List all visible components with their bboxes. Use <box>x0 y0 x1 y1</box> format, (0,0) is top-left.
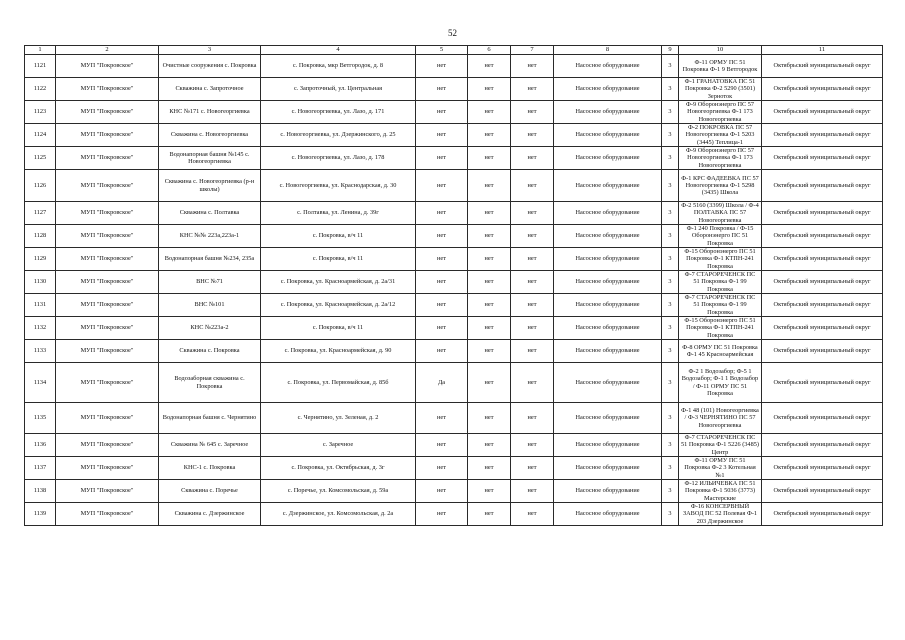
row-number: 1129 <box>25 248 56 271</box>
table-row <box>25 101 883 124</box>
column-5-cell: нет <box>416 340 468 363</box>
column-6-cell: нет <box>468 403 511 434</box>
organization-cell: МУП "Покровское" <box>56 457 159 480</box>
category-cell: 3 <box>662 271 679 294</box>
district-cell: Октябрьский муниципальный округ <box>762 480 883 503</box>
column-header: 1 <box>25 46 56 55</box>
power-feeder-cell: Ф-9 Оборонэнерго ПС 57 Новогеоргиевка Ф-1 173 Новогеоргиевка <box>679 101 762 124</box>
equipment-cell: Насосное оборудование <box>554 503 662 526</box>
table-row <box>25 363 883 403</box>
organization-cell: МУП "Покровское" <box>56 124 159 147</box>
table-row <box>25 147 883 170</box>
organization-cell: МУП "Покровское" <box>56 434 159 457</box>
address-cell: с. Новогеоргиевка, ул. Краснодарская, д. 30 <box>261 170 416 202</box>
category-cell: 3 <box>662 457 679 480</box>
column-6-cell: нет <box>468 294 511 317</box>
object-name-cell: Скважина с. Новогеоргиевка <box>159 124 261 147</box>
equipment-cell: Насосное оборудование <box>554 78 662 101</box>
object-name-cell: Скважина № 645 с. Заречное <box>159 434 261 457</box>
column-header: 7 <box>511 46 554 55</box>
table-row <box>25 503 883 526</box>
row-number: 1137 <box>25 457 56 480</box>
category-cell: 3 <box>662 503 679 526</box>
row-number: 1121 <box>25 55 56 78</box>
organization-cell: МУП "Покровское" <box>56 480 159 503</box>
column-5-cell: нет <box>416 225 468 248</box>
column-header: 8 <box>554 46 662 55</box>
object-name-cell: Водонапорная башня №234, 235а <box>159 248 261 271</box>
table-row <box>25 248 883 271</box>
column-5-cell: нет <box>416 480 468 503</box>
district-cell: Октябрьский муниципальный округ <box>762 403 883 434</box>
organization-cell: МУП "Покровское" <box>56 403 159 434</box>
power-feeder-cell: Ф-12 ИЛЬИЧЕВКА ПС 51 Покровка Ф-1 5036 (3773) Мастерские <box>679 480 762 503</box>
address-cell: с. Покровка, в/ч 11 <box>261 225 416 248</box>
column-7-cell: нет <box>511 271 554 294</box>
object-name-cell: КНС №223а-2 <box>159 317 261 340</box>
object-name-cell: Водозаборная скважина с. Покровка <box>159 363 261 403</box>
power-feeder-cell: Ф-2 5160 (3399) Школа / Ф-4 ПОЛТАВКА ПС 57 Новогеоргиевка <box>679 202 762 225</box>
table-row <box>25 124 883 147</box>
address-cell: с. Новогеоргиевка, ул. Лазо, д. 171 <box>261 101 416 124</box>
equipment-cell: Насосное оборудование <box>554 248 662 271</box>
column-6-cell: нет <box>468 147 511 170</box>
table-row <box>25 225 883 248</box>
object-name-cell: Очистные сооружения с. Покровка <box>159 55 261 78</box>
category-cell: 3 <box>662 170 679 202</box>
column-5-cell: нет <box>416 170 468 202</box>
row-number: 1136 <box>25 434 56 457</box>
row-number: 1126 <box>25 170 56 202</box>
row-number: 1123 <box>25 101 56 124</box>
district-cell: Октябрьский муниципальный округ <box>762 147 883 170</box>
organization-cell: МУП "Покровское" <box>56 248 159 271</box>
district-cell: Октябрьский муниципальный округ <box>762 202 883 225</box>
address-cell: с. Покровка, ул. Первомайская, д. 85б <box>261 363 416 403</box>
object-name-cell: КНС №№ 223а,223а-1 <box>159 225 261 248</box>
address-cell: с. Покровка, мкр Ветгородок, д. 8 <box>261 55 416 78</box>
organization-cell: МУП "Покровское" <box>56 294 159 317</box>
district-cell: Октябрьский муниципальный округ <box>762 78 883 101</box>
address-cell: с. Полтавка, ул. Ленина, д. 39г <box>261 202 416 225</box>
column-6-cell: нет <box>468 434 511 457</box>
column-7-cell: нет <box>511 55 554 78</box>
object-name-cell: КНС-1 с. Покровка <box>159 457 261 480</box>
row-number: 1122 <box>25 78 56 101</box>
column-5-cell: нет <box>416 55 468 78</box>
address-cell: с. Покровка, ул. Красноармейская, д. 2а/12 <box>261 294 416 317</box>
district-cell: Октябрьский муниципальный округ <box>762 55 883 78</box>
address-cell: с. Покровка, в/ч 11 <box>261 248 416 271</box>
column-header: 11 <box>762 46 883 55</box>
equipment-cell: Насосное оборудование <box>554 55 662 78</box>
equipment-cell: Насосное оборудование <box>554 225 662 248</box>
organization-cell: МУП "Покровское" <box>56 317 159 340</box>
column-7-cell: нет <box>511 202 554 225</box>
column-7-cell: нет <box>511 457 554 480</box>
equipment-cell: Насосное оборудование <box>554 434 662 457</box>
column-header: 5 <box>416 46 468 55</box>
table-row <box>25 457 883 480</box>
object-name-cell: Скважина с. Полтавка <box>159 202 261 225</box>
power-feeder-cell: Ф-8 ОРМУ ПС 51 Покровка Ф-1 45 Красноармейская <box>679 340 762 363</box>
table-row <box>25 317 883 340</box>
address-cell: с. Покровка, ул. Красноармейская, д. 2а/31 <box>261 271 416 294</box>
equipment-cell: Насосное оборудование <box>554 403 662 434</box>
column-5-cell: нет <box>416 202 468 225</box>
column-5-cell: нет <box>416 294 468 317</box>
equipment-cell: Насосное оборудование <box>554 294 662 317</box>
district-cell: Октябрьский муниципальный округ <box>762 101 883 124</box>
organization-cell: МУП "Покровское" <box>56 363 159 403</box>
column-7-cell: нет <box>511 503 554 526</box>
category-cell: 3 <box>662 340 679 363</box>
column-7-cell: нет <box>511 480 554 503</box>
column-7-cell: нет <box>511 363 554 403</box>
column-6-cell: нет <box>468 317 511 340</box>
district-cell: Октябрьский муниципальный округ <box>762 363 883 403</box>
address-cell: с. Покровка, ул. Октябрьская, д. 3г <box>261 457 416 480</box>
column-6-cell: нет <box>468 363 511 403</box>
table-row <box>25 271 883 294</box>
equipment-cell: Насосное оборудование <box>554 363 662 403</box>
power-feeder-cell: Ф-1 240 Покровка / Ф-15 Оборонэнерго ПС 51 Покровка <box>679 225 762 248</box>
object-name-cell: Водонапорная башня №145 с. Новогеоргиевка <box>159 147 261 170</box>
category-cell: 3 <box>662 434 679 457</box>
district-cell: Октябрьский муниципальный округ <box>762 248 883 271</box>
column-5-cell: нет <box>416 248 468 271</box>
category-cell: 3 <box>662 101 679 124</box>
column-6-cell: нет <box>468 170 511 202</box>
district-cell: Октябрьский муниципальный округ <box>762 434 883 457</box>
object-name-cell: ВНС №71 <box>159 271 261 294</box>
category-cell: 3 <box>662 317 679 340</box>
column-header: 2 <box>56 46 159 55</box>
equipment-cell: Насосное оборудование <box>554 457 662 480</box>
table-row <box>25 78 883 101</box>
district-cell: Октябрьский муниципальный округ <box>762 317 883 340</box>
category-cell: 3 <box>662 403 679 434</box>
column-header: 6 <box>468 46 511 55</box>
column-5-cell: нет <box>416 101 468 124</box>
category-cell: 3 <box>662 124 679 147</box>
column-6-cell: нет <box>468 503 511 526</box>
row-number: 1128 <box>25 225 56 248</box>
power-feeder-cell: Ф-9 Оборонэнерго ПС 57 Новогеоргиевка Ф-1 173 Новогеоргиевка <box>679 147 762 170</box>
row-number: 1134 <box>25 363 56 403</box>
column-5-cell: нет <box>416 457 468 480</box>
equipment-cell: Насосное оборудование <box>554 101 662 124</box>
power-feeder-cell: Ф-11 ОРМУ ПС 51 Покровка Ф-2 3 Котельная №1 <box>679 457 762 480</box>
row-number: 1133 <box>25 340 56 363</box>
organization-cell: МУП "Покровское" <box>56 78 159 101</box>
object-name-cell: Скважина с. Покровка <box>159 340 261 363</box>
address-cell: с. Новогеоргиевка, ул. Лазо, д. 178 <box>261 147 416 170</box>
organization-cell: МУП "Покровское" <box>56 340 159 363</box>
column-6-cell: нет <box>468 457 511 480</box>
column-5-cell: Да <box>416 363 468 403</box>
registry-table <box>24 45 883 526</box>
equipment-cell: Насосное оборудование <box>554 271 662 294</box>
power-feeder-cell: Ф-7 СТАРОРЕЧЕНСК ПС 51 Покровка Ф-1 5226 (3485) Центр <box>679 434 762 457</box>
organization-cell: МУП "Покровское" <box>56 170 159 202</box>
row-number: 1125 <box>25 147 56 170</box>
row-number: 1127 <box>25 202 56 225</box>
row-number: 1132 <box>25 317 56 340</box>
power-feeder-cell: Ф-7 СТАРОРЕЧЕНСК ПС 51 Покровка Ф-1 99 Покровка <box>679 271 762 294</box>
table-row <box>25 480 883 503</box>
equipment-cell: Насосное оборудование <box>554 147 662 170</box>
object-name-cell: Скважина с. Поречье <box>159 480 261 503</box>
column-5-cell: нет <box>416 78 468 101</box>
district-cell: Октябрьский муниципальный округ <box>762 340 883 363</box>
row-number: 1131 <box>25 294 56 317</box>
column-7-cell: нет <box>511 248 554 271</box>
organization-cell: МУП "Покровское" <box>56 271 159 294</box>
power-feeder-cell: Ф-11 ОРМУ ПС 51 Покровка Ф-1 9 Ветгородок <box>679 55 762 78</box>
address-cell: с. Заречное <box>261 434 416 457</box>
column-7-cell: нет <box>511 124 554 147</box>
row-number: 1124 <box>25 124 56 147</box>
column-header: 10 <box>679 46 762 55</box>
column-header: 9 <box>662 46 679 55</box>
column-5-cell: нет <box>416 434 468 457</box>
table-header-row <box>25 46 883 55</box>
table-row <box>25 170 883 202</box>
address-cell: с. Новогеоргиевка, ул. Дзержинского, д. 25 <box>261 124 416 147</box>
column-6-cell: нет <box>468 202 511 225</box>
power-feeder-cell: Ф-16 КОНСЕРВНЫЙ ЗАВОД ПС 52 Полевая Ф-1 203 Дзержинское <box>679 503 762 526</box>
district-cell: Октябрьский муниципальный округ <box>762 271 883 294</box>
category-cell: 3 <box>662 363 679 403</box>
column-6-cell: нет <box>468 480 511 503</box>
organization-cell: МУП "Покровское" <box>56 225 159 248</box>
district-cell: Октябрьский муниципальный округ <box>762 225 883 248</box>
column-7-cell: нет <box>511 294 554 317</box>
district-cell: Октябрьский муниципальный округ <box>762 294 883 317</box>
organization-cell: МУП "Покровское" <box>56 503 159 526</box>
category-cell: 3 <box>662 225 679 248</box>
row-number: 1138 <box>25 480 56 503</box>
object-name-cell: Скважина с. Новогеоргиевка (р-н школы) <box>159 170 261 202</box>
address-cell: с. Дзержинское, ул. Комсомольская, д. 2а <box>261 503 416 526</box>
column-header: 3 <box>159 46 261 55</box>
table-row <box>25 340 883 363</box>
organization-cell: МУП "Покровское" <box>56 202 159 225</box>
district-cell: Октябрьский муниципальный округ <box>762 124 883 147</box>
object-name-cell: Скважина с. Запроточное <box>159 78 261 101</box>
category-cell: 3 <box>662 480 679 503</box>
column-6-cell: нет <box>468 271 511 294</box>
column-7-cell: нет <box>511 403 554 434</box>
object-name-cell: ВНС №101 <box>159 294 261 317</box>
address-cell: с. Чернятино, ул. Зеленая, д. 2 <box>261 403 416 434</box>
equipment-cell: Насосное оборудование <box>554 340 662 363</box>
column-5-cell: нет <box>416 403 468 434</box>
category-cell: 3 <box>662 202 679 225</box>
address-cell: с. Покровка, в/ч 11 <box>261 317 416 340</box>
row-number: 1130 <box>25 271 56 294</box>
row-number: 1135 <box>25 403 56 434</box>
column-7-cell: нет <box>511 317 554 340</box>
column-6-cell: нет <box>468 225 511 248</box>
organization-cell: МУП "Покровское" <box>56 101 159 124</box>
equipment-cell: Насосное оборудование <box>554 170 662 202</box>
district-cell: Октябрьский муниципальный округ <box>762 503 883 526</box>
power-feeder-cell: Ф-15 Оборонэнерго ПС 51 Покровка Ф-1 КТПН-241 Покровка <box>679 248 762 271</box>
equipment-cell: Насосное оборудование <box>554 202 662 225</box>
table-row <box>25 434 883 457</box>
column-6-cell: нет <box>468 340 511 363</box>
column-5-cell: нет <box>416 271 468 294</box>
power-feeder-cell: Ф-2 1 Водозабор; Ф-5 1 Водозабор; Ф-1 1 Водозабор / Ф-11 ОРМУ ПС 51 Покровка <box>679 363 762 403</box>
column-5-cell: нет <box>416 503 468 526</box>
power-feeder-cell: Ф-7 СТАРОРЕЧЕНСК ПС 51 Покровка Ф-1 99 Покровка <box>679 294 762 317</box>
column-7-cell: нет <box>511 147 554 170</box>
address-cell: с. Запроточный, ул. Центральная <box>261 78 416 101</box>
row-number: 1139 <box>25 503 56 526</box>
organization-cell: МУП "Покровское" <box>56 147 159 170</box>
object-name-cell: КНС №171 с. Новогеоргиевка <box>159 101 261 124</box>
equipment-cell: Насосное оборудование <box>554 317 662 340</box>
column-6-cell: нет <box>468 124 511 147</box>
column-5-cell: нет <box>416 147 468 170</box>
category-cell: 3 <box>662 248 679 271</box>
power-feeder-cell: Ф-1 ГРАНАТОВКА ПС 51 Покровка Ф-2 5290 (3501) Зерноток <box>679 78 762 101</box>
table-row <box>25 403 883 434</box>
table-row <box>25 202 883 225</box>
column-6-cell: нет <box>468 101 511 124</box>
object-name-cell: Водонапорная башня с. Чернятино <box>159 403 261 434</box>
category-cell: 3 <box>662 78 679 101</box>
column-7-cell: нет <box>511 225 554 248</box>
column-header: 4 <box>261 46 416 55</box>
district-cell: Октябрьский муниципальный округ <box>762 170 883 202</box>
column-5-cell: нет <box>416 124 468 147</box>
column-6-cell: нет <box>468 248 511 271</box>
category-cell: 3 <box>662 294 679 317</box>
column-6-cell: нет <box>468 55 511 78</box>
organization-cell: МУП "Покровское" <box>56 55 159 78</box>
power-feeder-cell: Ф-2 ПОКРОВКА ПС 57 Новогеоргиевка Ф-1 5203 (3445) Теплица-1 <box>679 124 762 147</box>
equipment-cell: Насосное оборудование <box>554 480 662 503</box>
column-7-cell: нет <box>511 340 554 363</box>
object-name-cell: Скважина с. Дзержинское <box>159 503 261 526</box>
equipment-cell: Насосное оборудование <box>554 124 662 147</box>
column-6-cell: нет <box>468 78 511 101</box>
power-feeder-cell: Ф-1 КРС ФАДЕЕВКА ПС 57 Новогеоргиевка Ф-1 5298 (3435) Школа <box>679 170 762 202</box>
column-7-cell: нет <box>511 434 554 457</box>
column-7-cell: нет <box>511 170 554 202</box>
address-cell: с. Поречье, ул. Комсомольская, д. 59а <box>261 480 416 503</box>
address-cell: с. Покровка, ул. Красноармейская, д. 90 <box>261 340 416 363</box>
power-feeder-cell: Ф-15 Оборонэнерго ПС 51 Покровка Ф-1 КТПН-241 Покровка <box>679 317 762 340</box>
category-cell: 3 <box>662 55 679 78</box>
power-feeder-cell: Ф-1 48 (101) Новогеоргиевка / Ф-3 ЧЕРНЯТИНО ПС 57 Новогеоргиевка <box>679 403 762 434</box>
column-5-cell: нет <box>416 317 468 340</box>
page-number: 52 <box>448 28 457 38</box>
column-7-cell: нет <box>511 101 554 124</box>
table-row <box>25 294 883 317</box>
district-cell: Октябрьский муниципальный округ <box>762 457 883 480</box>
column-7-cell: нет <box>511 78 554 101</box>
table-row <box>25 55 883 78</box>
category-cell: 3 <box>662 147 679 170</box>
